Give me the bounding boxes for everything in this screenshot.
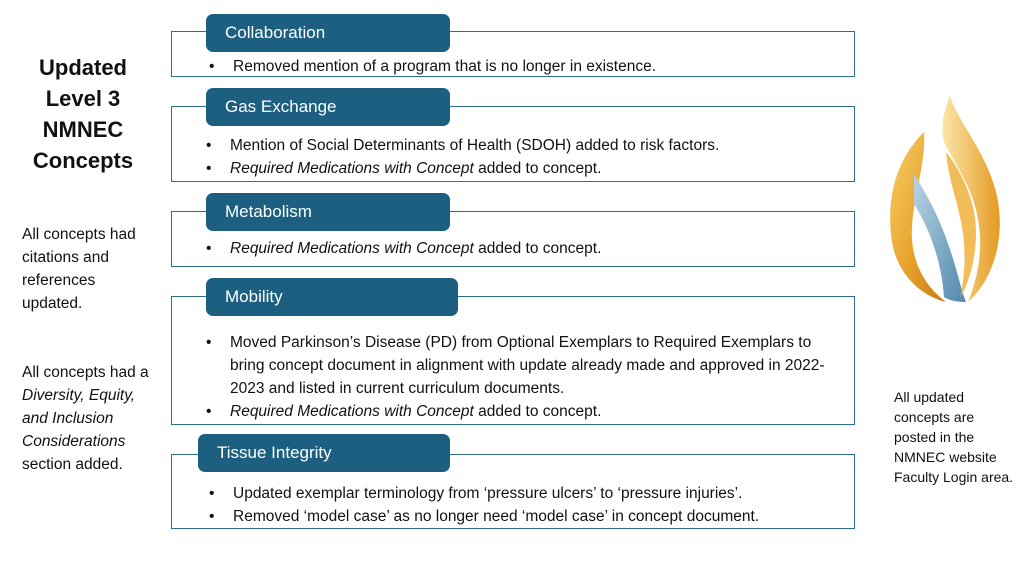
concept-tab-metabolism: Metabolism — [206, 193, 450, 231]
concept-items-metabolism — [204, 237, 849, 260]
page-title: Updated Level 3 NMNEC Concepts — [32, 55, 134, 173]
concept-tab-gas-exchange: Gas Exchange — [206, 88, 450, 126]
concept-tab-mobility: Mobility — [206, 278, 458, 316]
concept-items-tissue-integrity — [207, 482, 852, 528]
list-item: • Required Medications with Concept added to concept. — [204, 237, 849, 260]
list-item: • Required Medications with Concept added to concept. — [204, 400, 849, 423]
concept-items-collaboration — [207, 55, 847, 78]
list-item: • Updated exemplar terminology from ‘pressure ulcers’ to ‘pressure injuries’. — [207, 482, 852, 505]
concept-tab-tissue-integrity: Tissue Integrity — [198, 434, 450, 472]
list-item: • Required Medications with Concept added to concept. — [204, 157, 849, 180]
dei-note: All concepts had a Diversity, Equity, and Inclusion Considerations section added. — [22, 364, 149, 473]
list-item: • Mention of Social Determinants of Health (SDOH) added to risk factors. — [204, 134, 849, 157]
concept-items-gas-exchange — [204, 134, 849, 180]
posted-note: All updated concepts are posted in the NMNEC website Faculty Login area. — [894, 389, 1014, 485]
flame-logo-icon — [884, 92, 1004, 306]
concept-items-mobility — [204, 331, 849, 423]
citations-note: All concepts had citations and references updated. — [22, 226, 136, 312]
concept-tab-collaboration: Collaboration — [206, 14, 450, 52]
list-item: • Removed mention of a program that is no longer in existence. — [207, 55, 847, 78]
list-item: • Removed ‘model case’ as no longer need ‘model case’ in concept document. — [207, 505, 852, 528]
list-item: • Moved Parkinson’s Disease (PD) from Optional Exemplars to Required Exemplars to bring concept document in alignment with update already made and approved in 2022-2023 and listed in current curriculum documents. — [204, 331, 849, 400]
